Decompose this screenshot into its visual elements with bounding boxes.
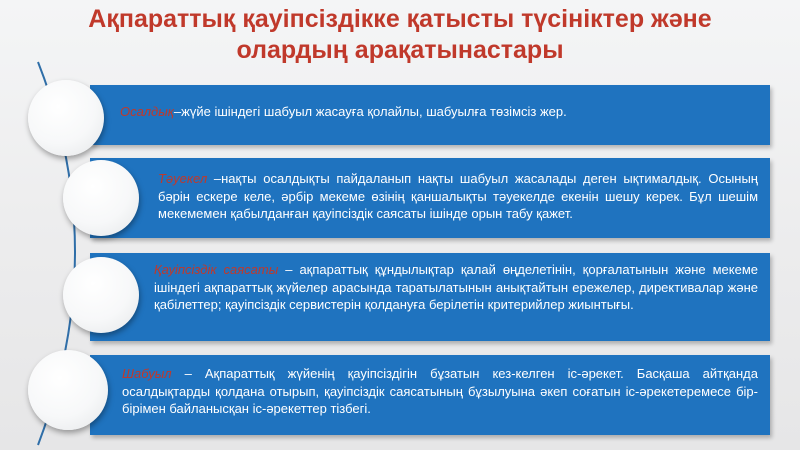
- definition-text: [158, 170, 758, 223]
- bullet-circle-3: [63, 257, 139, 333]
- term-label: Шабуыл: [122, 366, 172, 381]
- term-label: Қауіпсіздік саясаты: [154, 262, 279, 277]
- definition-body: –нақты осалдықты пайдаланып нақты шабуыл жасалады деген ықтималдық. Осының бәрін ескере келе, әрбір мекеме өзінің қаншалықты тәуекелде екенін шешу керек. Бұл шешім мекемемен қабылданған қауіпсіздік саясаты ішінде орын табу қажет.: [158, 171, 758, 221]
- term-label: Тәуекел: [158, 171, 208, 186]
- bullet-circle-2: [63, 160, 139, 236]
- definition-body: –жүйе ішіндегі шабуыл жасауға қолайлы, шабуылға төзімсіз жер.: [173, 104, 567, 119]
- slide-title-line-1: Ақпараттық қауіпсіздікке қатысты түсініктер және: [88, 5, 712, 33]
- definition-body: – Ақпараттық жүйенің қауіпсіздігін бұзатын кез-келген іс-әрекет. Басқаша айтқанда осалдықтарды қолдана отырып, қауіпсіздік саясатының бұзылуына әкеп соғатын іс-әрекетеремесе бір-бірімен байланысқан іс-әрекеттер тізбегі.: [122, 366, 758, 416]
- definition-band-risk: [90, 158, 770, 238]
- slide-title-line-2: олардың арақатынастары: [236, 36, 564, 64]
- definition-band-attack: [90, 355, 770, 435]
- definition-text: [154, 261, 758, 314]
- bullet-circle-1: [28, 80, 104, 156]
- definition-text: [120, 103, 758, 121]
- bullet-circle-4: [28, 350, 108, 430]
- term-label: Осалдық: [120, 104, 174, 119]
- definition-text: [122, 365, 758, 418]
- definition-band-vulnerability: [90, 85, 770, 145]
- definition-band-security-policy: [90, 253, 770, 341]
- definition-body: – ақпараттық құндылықтар қалай өңделетінін, қорғалатынын және мекеме ішіндегі ақпараттық жүйелер арасында таратылатынын анықтайтын ережелер, директивалар және қабілеттер; қауіпсіздік сервистерін қолдануға берілетін критерийлер жиынтығы.: [154, 262, 758, 312]
